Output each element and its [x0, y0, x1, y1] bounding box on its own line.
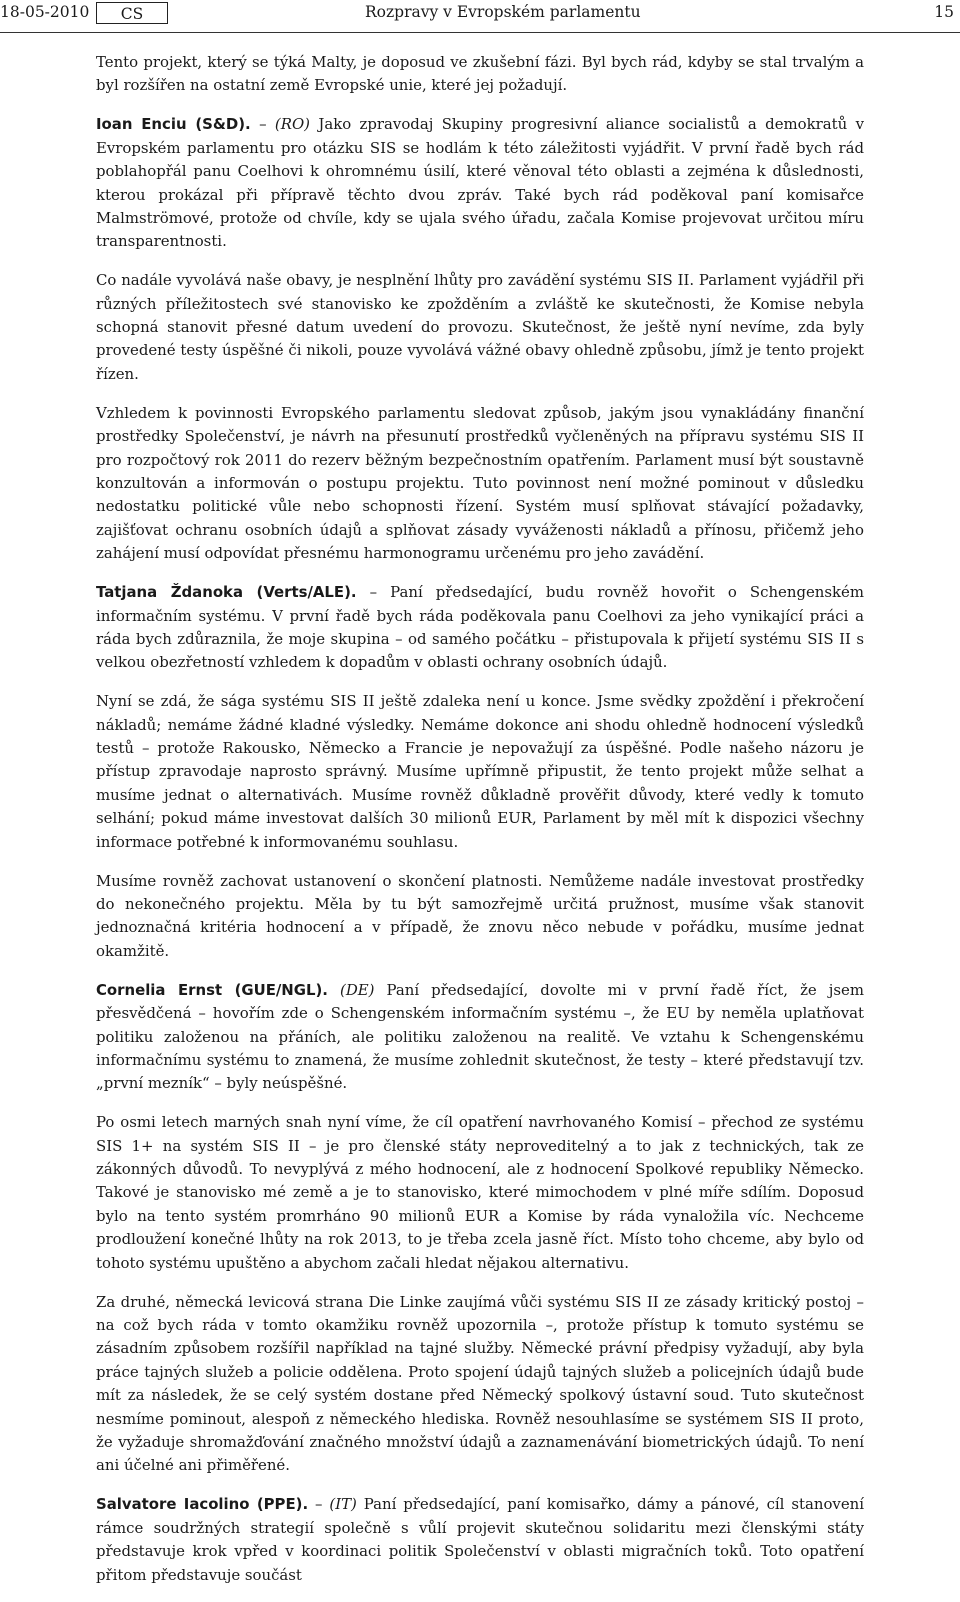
speaker-name: Salvatore Iacolino (PPE). [96, 1495, 309, 1514]
paragraph [96, 870, 864, 964]
language-box: CS [96, 2, 168, 24]
header-date: 18-05-2010 [0, 3, 90, 21]
paragraph-text: Vzhledem k povinnosti Evropského parlamentu sledovat způsob, jakým jsou vynakládány finanční prostředky Společenství, je návrh na přesunutí prostředků vyčleněných na přípravu systému SIS II pro rozpočtový rok 2011 do rezerv běžným bezpečnostním opatřením. Parlament musí být soustavně konzultován a informován o postupu projektu. Tuto povinnost není možné pominout v důsledku nedostatku politické vůle nebo schopnosti řízení. Systém musí splňovat stávající požadavky, zajišťovat ochranu osobních údajů a splňovat zásady vyváženosti nákladů a přínosu, přičemž jeho zahájení musí odpovídat přesnému harmonogramu určenému pro jeho zavádění. [96, 403, 864, 563]
header-rule [0, 32, 960, 33]
paragraph [96, 402, 864, 566]
paragraph [96, 51, 864, 98]
paragraph [96, 269, 864, 386]
speaker-name: Ioan Enciu (S&D). [96, 115, 251, 134]
language-code: (RO) [274, 115, 310, 134]
language-code: (IT) [329, 1495, 357, 1514]
paragraph-text: Paní předsedající, paní komisařko, dámy a pánové, cíl stanovení rámce soudržných strategií společně s vůlí projevit skutečnou solidaritu mezi členskými státy představuje krok vpřed v koordinaci politik Společenství v oblasti migračních toků. Toto opatření přitom představuje součást [96, 1495, 864, 1584]
speech-paragraph [96, 979, 864, 1096]
paragraph-text: Paní předsedající, budu rovněž hovořit o Schengenském informačním systému. V první řadě bych ráda poděkovala panu Coelhovi za jeho vynikající práci a ráda bych zdůraznila, že moje skupina – od samého počátku – přistupovala k přijetí systému SIS II s velkou obezřetností vzhledem k dopadům v oblasti ochrany osobních údajů. [96, 583, 864, 672]
document-body [96, 51, 864, 1602]
header-title: Rozpravy v Evropském parlamentu [365, 3, 641, 21]
speech-paragraph: Ioan Enciu (S&D). – (RO) Jako zpravodaj Skupiny progresivní aliance socialistů a demokratů v Evropském parlamentu pro otázku SIS se hodlám k této záležitosti vyjádřit. V první řadě bych rád poblahopřál panu Coelhovi k ohromnému úsilí, které věnoval této oblasti a zejména k důslednosti, kterou prokázal při přípravě těchto dvou zpráv. Také bych rád poděkoval paní komisařce Malmströmové, protože od chvíle, kdy se ujala svého úřadu, začala Komise projevovat určitou míru transparentnosti. [96, 115, 864, 251]
paragraph-text: Za druhé, německá levicová strana Die Linke zaujímá vůči systému SIS II ze zásady kritický postoj – na což bych ráda v tomto okamžiku rovněž upozornila –, protože přístup k tomuto systému se zásadním způsobem rozšířil například na tajné služby. Německé právní předpisy vyžadují, aby byla práce tajných služeb a policie oddělena. Proto spojení údajů tajných služeb a policejních údajů bude mít za následek, že se celý systém dostane před Německý spolkový ústavní soud. Tuto skutečnost nesmíme pominout, alespoň z německého hlediska. Rovněž nesouhlasíme se systémem SIS II proto, že vyžaduje shromažďování značného množství údajů a zaznamenávání biometrických údajů. To není ani účelné ani přiměřené. [96, 1292, 864, 1475]
paragraph-text: Nyní se zdá, že sága systému SIS II ještě zdaleka není u konce. Jsme svědky zpoždění i překročení nákladů; nemáme žádné kladné výsledky. Nemáme dokonce ani shodu ohledně hodnocení výsledků testů – protože Rakousko, Německo a Francie je nepovažují za úspěšné. Podle našeho názoru je přístup zpravodaje naprosto správný. Musíme upřímně připustit, že tento projekt může selhat a musíme jednat o alternativách. Musíme rovněž důkladně prověřit důvody, které vedly k tomuto selhání; pokud máme investovat dalších 30 milionů EUR, Parlament by měl mít k dispozici všechny informace potřebné k informovanému souhlasu. [96, 692, 864, 851]
paragraph [96, 1291, 864, 1478]
speech-paragraph: Salvatore Iacolino (PPE). – (IT) Paní předsedající, paní komisařko, dámy a pánové, cíl stanovení rámce soudržných strategií společně s vůlí projevit skutečnou solidaritu mezi členskými státy představuje krok vpřed v koordinaci politik Společenství v oblasti migračních toků. Toto opatření přitom představuje součást [96, 1495, 864, 1584]
paragraph [96, 1111, 864, 1275]
language-code: (DE) [340, 980, 375, 999]
paragraph [96, 690, 864, 854]
speaker-name: Tatjana Ždanoka (Verts/ALE). [96, 583, 357, 602]
speech-paragraph: Tatjana Ždanoka (Verts/ALE). – Paní předsedající, budu rovněž hovořit o Schengenském informačním systému. V první řadě bych ráda poděkovala panu Coelhovi za jeho vynikající práci a ráda bych zdůraznila, že moje skupina – od samého počátku – přistupovala k přijetí systému SIS II s velkou obezřetností vzhledem k dopadům v oblasti ochrany osobních údajů. [96, 583, 864, 672]
paragraph-text: Jako zpravodaj Skupiny progresivní aliance socialistů a demokratů v Evropském parlamentu pro otázku SIS se hodlám k této záležitosti vyjádřit. V první řadě bych rád poblahopřál panu Coelhovi k ohromnému úsilí, které věnoval této oblasti a zejména k důslednosti, kterou prokázal při přípravě těchto dvou zpráv. Také bych rád poděkoval paní komisařce Malmströmové, protože od chvíle, kdy se ujala svého úřadu, začala Komise projevovat určitou míru transparentnosti. [96, 115, 864, 251]
paragraph-text: Po osmi letech marných snah nyní víme, že cíl opatření navrhovaného Komisí – přechod ze systému SIS 1+ na systém SIS II – je pro členské státy neproveditelný a to jak z technických, tak ze zákonných důvodů. To nevyplývá z mého hodnocení, ale z hodnocení Spolkové republiky Německo. Takové je stanovisko mé země a je to stanovisko, které mimochodem v plné míře sdílím. Doposud bylo na tento systém promrháno 90 milionů EUR a Komise by ráda vynaložila víc. Nechceme prodloužení konečné lhůty na rok 2013, to je třeba zcela jasně říct. Místo toho chceme, aby bylo od tohoto systému upuštěno a abychom začali hledat nějakou alternativu. [96, 1113, 864, 1272]
page-number: 15 [934, 3, 954, 21]
page-header [0, 0, 960, 30]
paragraph-text: Co nadále vyvolává naše obavy, je nesplnění lhůty pro zavádění systému SIS II. Parlament vyjádřil při různých příležitostech své stanovisko ke zpožděním a zvláště ke skutečnosti, že Komise nebyla schopná stanovit přesné datum uvedení do provozu. Skutečnost, že ještě nyní nevíme, zda byly provedené testy úspěšné či nikoli, pouze vyvolává vážné obavy ohledně způsobu, jímž je tento projekt řízen. [96, 271, 864, 383]
paragraph-text: Musíme rovněž zachovat ustanovení o skončení platnosti. Nemůžeme nadále investovat prostředky do nekonečného projektu. Měla by tu být samozřejmě určitá pružnost, musíme však stanovit jednoznačná kritéria hodnocení a v případě, že znovu něco nebude v pořádku, musíme jednat okamžitě. [96, 871, 864, 960]
paragraph-text: Paní předsedající, dovolte mi v první řadě říct, že jsem přesvědčená – hovořím zde o Schengenském informačním systému –, že EU by neměla uplatňovat politiku založenou na přáních, ale politiku založenou na realitě. Ve vztahu k Schengenskému informačnímu systému to znamená, že musíme zohlednit skutečnost, že testy – které představují tzv. „první mezník“ – byly neúspěšné. [96, 980, 864, 1093]
speaker-name: Cornelia Ernst (GUE/NGL). [96, 980, 328, 999]
paragraph-text: Tento projekt, který se týká Malty, je doposud ve zkušební fázi. Byl bych rád, kdyby se stal trvalým a byl rozšířen na ostatní země Evropské unie, které jej požadují. [96, 53, 864, 95]
